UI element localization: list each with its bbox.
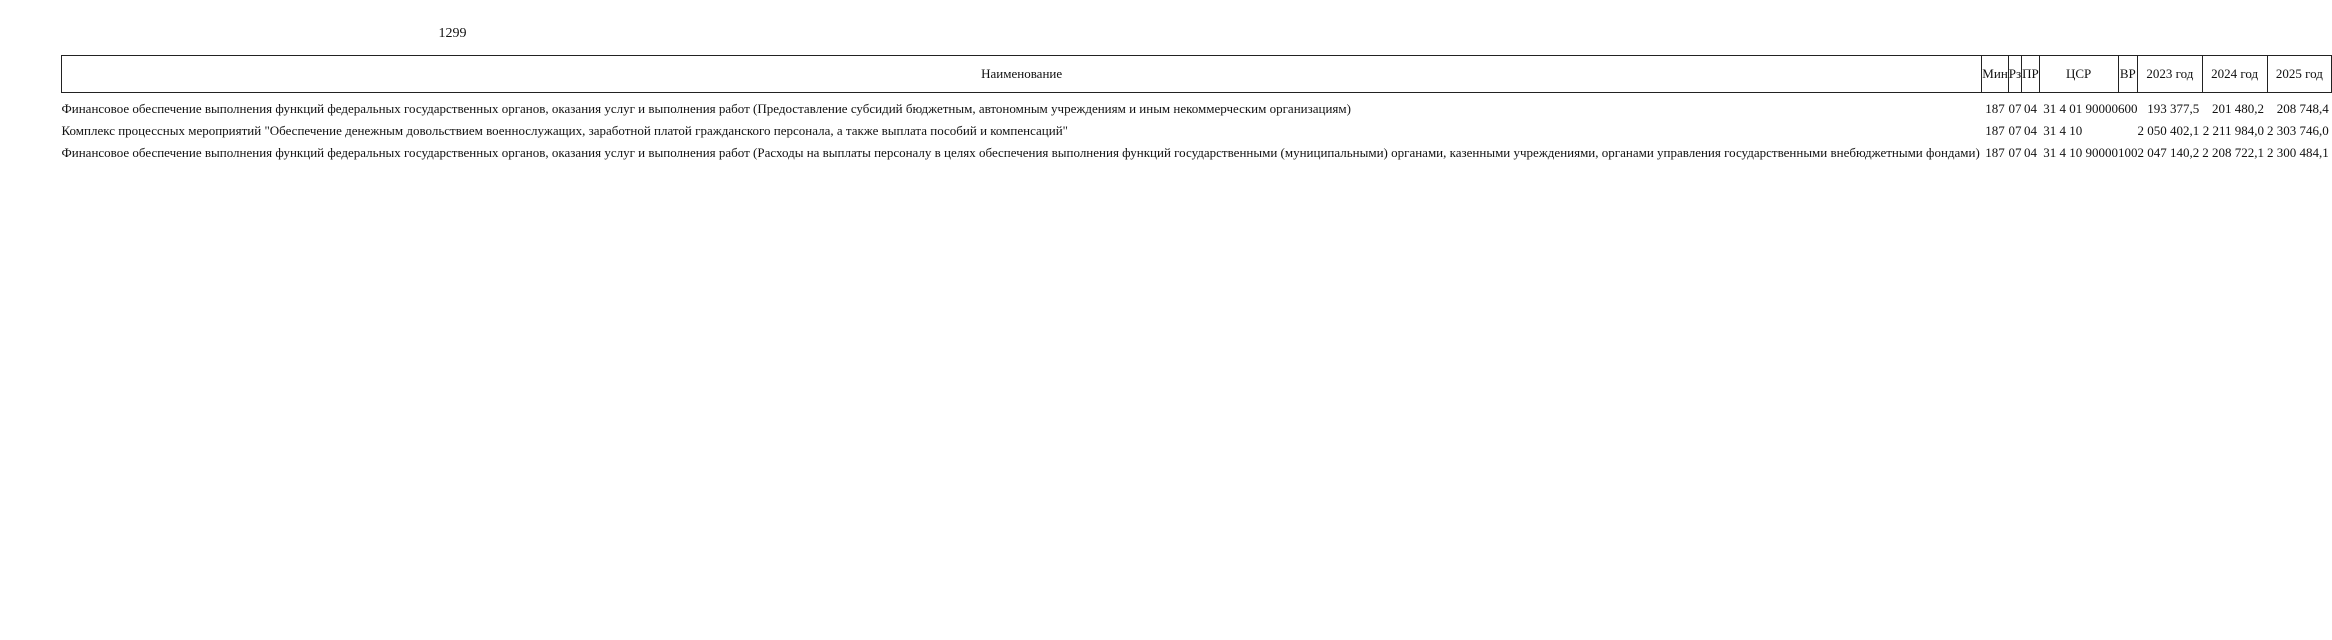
row-csr: 31 4 01 90000 — [2043, 101, 2119, 116]
row-2024: 2 208 722,1 — [2202, 145, 2265, 160]
row-pr: 04 — [2023, 123, 2037, 138]
row-min: 187 — [1985, 123, 2005, 138]
row-vr: 600 — [2118, 101, 2138, 116]
row-name: Финансовое обеспечение выполнения функций федеральных государственных органов, оказания услуг и выполнения работ (Расходы на выплаты персоналу в целях обеспечения выполнения функций государственными (муниципальными) органами, казенными учреждениями, органами управления государственными внебюджетными фондами) — [61, 145, 1980, 160]
page-number: 1299 — [438, 26, 467, 41]
row-rz: 07 — [2008, 101, 2022, 116]
row-vr: 100 — [2118, 145, 2138, 160]
row-pr: 04 — [2023, 101, 2037, 116]
row-2023: 2 047 140,2 — [2137, 145, 2200, 160]
header-name: Наименование — [62, 56, 1982, 93]
row-min: 187 — [1985, 101, 2005, 116]
row-min: 187 — [1985, 145, 2005, 160]
header-pr: ПР — [2022, 56, 2040, 93]
row-2023: 193 377,5 — [2147, 101, 2200, 116]
row-2025: 2 303 746,0 — [2267, 123, 2329, 138]
table-row — [62, 93, 2332, 118]
row-csr: 31 4 10 — [2043, 123, 2083, 138]
row-rz: 07 — [2008, 123, 2022, 138]
header-min: Мин — [1982, 56, 2008, 93]
row-rz: 07 — [2008, 145, 2022, 160]
row-csr: 31 4 10 90000 — [2043, 145, 2119, 160]
header-vr: ВР — [2118, 56, 2138, 93]
row-2024: 201 480,2 — [2212, 101, 2265, 116]
header-2025: 2025 год — [2267, 56, 2332, 93]
table-row — [62, 139, 2332, 161]
row-2023: 2 050 402,1 — [2137, 123, 2200, 138]
header-2023: 2023 год — [2138, 56, 2203, 93]
row-2024: 2 211 984,0 — [2202, 123, 2265, 138]
row-name: Финансовое обеспечение выполнения функций федеральных государственных органов, оказания услуг и выполнения работ (Предоставление субсидий бюджетным, автономным учреждениям и иным некоммерческим организациям) — [61, 101, 1351, 116]
header-csr: ЦСР — [2039, 56, 2118, 93]
budget-table — [61, 55, 2332, 161]
row-name: Комплекс процессных мероприятий "Обеспечение денежным довольствием военнослужащих, заработной платой гражданского персонала, а также выплата пособий и компенсаций" — [61, 123, 1068, 138]
table-row — [62, 117, 2332, 139]
row-pr: 04 — [2023, 145, 2037, 160]
header-rz: Рз — [2008, 56, 2021, 93]
row-2025: 208 748,4 — [2276, 101, 2329, 116]
header-2024: 2024 год — [2202, 56, 2267, 93]
row-2025: 2 300 484,1 — [2267, 145, 2329, 160]
table-header-row — [62, 56, 2332, 93]
row-vr — [2118, 117, 2138, 139]
